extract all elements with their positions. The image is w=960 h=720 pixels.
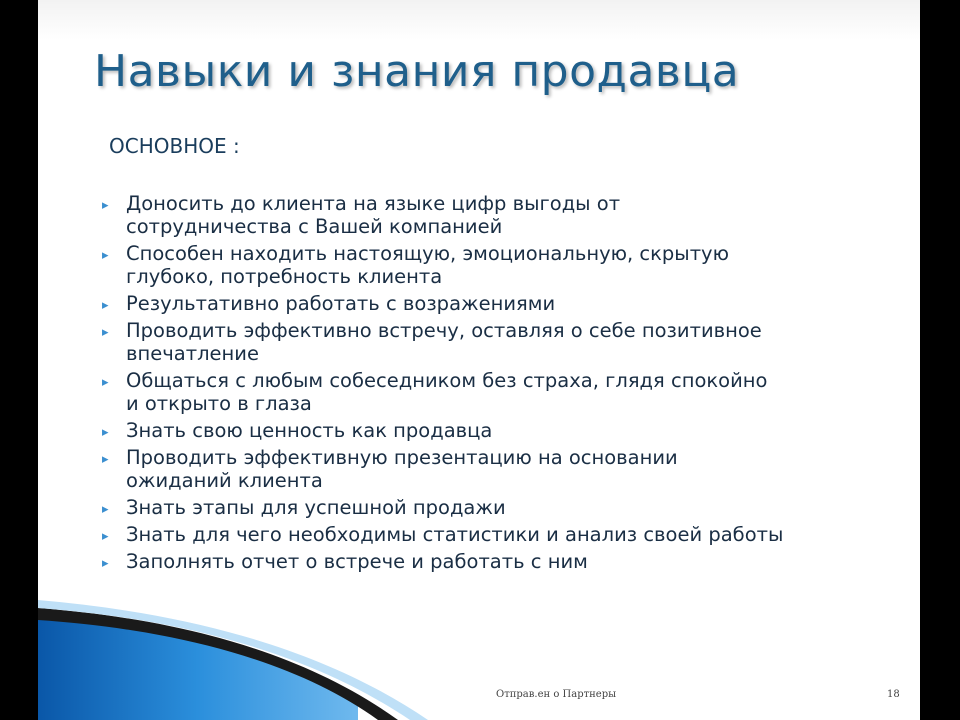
bullet-item	[100, 523, 880, 546]
bullet-item	[100, 446, 880, 492]
bullet-text-line: и открыто в глаза	[126, 392, 312, 415]
triangle-bullet-icon: ▸	[102, 298, 109, 313]
triangle-bullet-icon: ▸	[102, 502, 109, 517]
triangle-bullet-icon: ▸	[102, 325, 109, 340]
bullet-item	[100, 550, 880, 573]
slide-footer: Отправ.ен о Партнеры	[496, 689, 617, 700]
triangle-bullet-icon: ▸	[102, 529, 109, 544]
bullet-text-line: Знать свою ценность как продавца	[126, 419, 493, 442]
bullet-text-line: ожиданий клиента	[126, 469, 323, 492]
bullet-text-line: Доносить до клиента на языке цифр выгоды от	[126, 192, 621, 215]
presentation-slide	[38, 0, 920, 720]
bullet-item	[100, 319, 880, 365]
slide-number: 18	[887, 689, 900, 700]
bullet-text-line: Заполнять отчет о встрече и работать с ним	[126, 550, 588, 573]
bullet-text-line: Знать для чего необходимы статистики и анализ своей работы	[126, 523, 784, 546]
bullet-item	[100, 292, 880, 315]
triangle-bullet-icon: ▸	[102, 375, 109, 390]
bullet-text-line: Способен находить настоящую, эмоциональную, скрытую	[126, 242, 730, 265]
bullet-item	[100, 192, 880, 238]
bullet-item	[100, 496, 880, 519]
slide-title: Навыки и знания продавца	[94, 46, 740, 97]
bullet-list	[100, 192, 880, 577]
triangle-bullet-icon: ▸	[102, 452, 109, 467]
bullet-text-line: Проводить эффективную презентацию на основании	[126, 446, 678, 469]
triangle-bullet-icon: ▸	[102, 198, 109, 213]
bullet-item	[100, 369, 880, 415]
triangle-bullet-icon: ▸	[102, 425, 109, 440]
triangle-bullet-icon: ▸	[102, 556, 109, 571]
bullet-text-line: впечатление	[126, 342, 259, 365]
bullet-text-line: Результативно работать с возражениями	[126, 292, 556, 315]
bullet-item	[100, 242, 880, 288]
slide-subtitle: ОСНОВНОЕ :	[109, 134, 240, 158]
bullet-text-line: глубоко, потребность клиента	[126, 265, 443, 288]
bullet-text-line: Общаться с любым собеседником без страха, глядя спокойно	[126, 369, 768, 392]
bullet-text-line: сотрудничества с Вашей компанией	[126, 215, 503, 238]
triangle-bullet-icon: ▸	[102, 248, 109, 263]
bullet-text-line: Проводить эффективно встречу, оставляя о себе позитивное	[126, 319, 762, 342]
bullet-text-line: Знать этапы для успешной продажи	[126, 496, 506, 519]
bullet-item	[100, 419, 880, 442]
